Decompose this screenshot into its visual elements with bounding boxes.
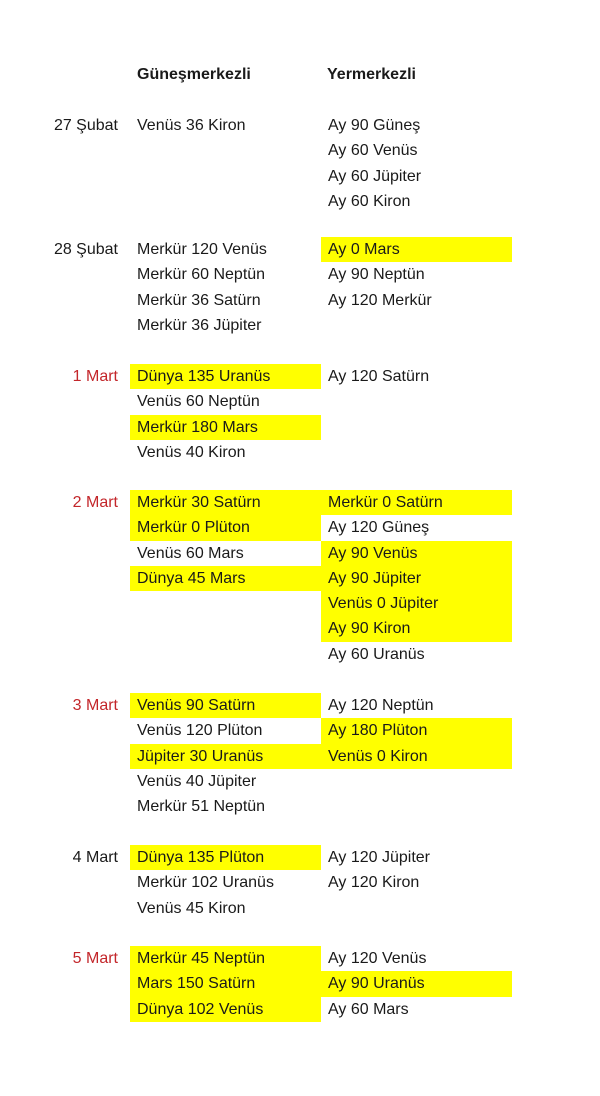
aspect-entry: Ay 120 Jüpiter <box>328 849 430 866</box>
geocentric-column <box>321 237 512 313</box>
highlighted-aspect: Ay 90 Venüs <box>321 541 512 566</box>
geocentric-column <box>321 845 512 896</box>
highlighted-aspect: Jüpiter 30 Uranüs <box>130 744 321 769</box>
highlighted-aspect: Dünya 45 Mars <box>130 566 321 591</box>
aspect-entry: Venüs 40 Jüpiter <box>137 772 257 790</box>
date-label: 27 Şubat <box>53 117 118 134</box>
aspect-entry: Ay 60 Uranüs <box>328 645 425 663</box>
date-label: 3 Mart <box>72 697 118 714</box>
geocentric-column <box>321 946 512 1022</box>
geocentric-column <box>321 490 512 667</box>
aspect-entry: Ay 120 Neptün <box>328 697 434 714</box>
aspect-entry: Ay 60 Mars <box>328 1000 409 1018</box>
heliocentric-column <box>130 364 321 465</box>
highlighted-aspect: Venüs 0 Kiron <box>321 744 512 769</box>
aspect-entry: Merkür 51 Neptün <box>137 798 266 816</box>
aspect-entry: Merkür 60 Neptün <box>137 266 266 284</box>
aspect-entry: Venüs 45 Kiron <box>137 899 246 917</box>
aspect-entry: Ay 120 Kiron <box>328 874 420 892</box>
aspect-entry: Venüs 36 Kiron <box>137 117 246 134</box>
aspect-entry: Venüs 60 Neptün <box>137 393 260 411</box>
aspect-entry: Venüs 60 Mars <box>137 544 244 562</box>
highlighted-aspect: Merkür 0 Plüton <box>130 515 321 540</box>
date-label: 4 Mart <box>72 849 118 866</box>
highlighted-aspect: Merkür 45 Neptün <box>130 946 321 971</box>
date-label: 28 Şubat <box>53 241 118 258</box>
highlighted-aspect: Dünya 135 Uranüs <box>130 364 321 389</box>
highlighted-aspect: Ay 90 Uranüs <box>321 971 512 996</box>
highlighted-aspect: Ay 0 Mars <box>321 237 512 262</box>
aspect-entry: Venüs 120 Plüton <box>137 722 263 740</box>
highlighted-aspect: Ay 180 Plüton <box>321 718 512 743</box>
heliocentric-column <box>130 946 321 1022</box>
aspect-entry: Ay 90 Güneş <box>328 117 421 134</box>
heliocentric-column <box>130 845 321 921</box>
geocentric-column <box>321 113 512 214</box>
aspect-entry: Merkür 36 Jüpiter <box>137 316 262 334</box>
highlighted-aspect: Venüs 0 Jüpiter <box>321 591 512 616</box>
aspect-entry: Merkür 36 Satürn <box>137 291 261 309</box>
aspect-entry: Ay 120 Merkür <box>328 291 432 309</box>
highlighted-aspect: Mars 150 Satürn <box>130 971 321 996</box>
heliocentric-column <box>130 113 321 138</box>
highlighted-aspect: Dünya 102 Venüs <box>130 997 321 1022</box>
date-label: 2 Mart <box>72 494 118 511</box>
aspect-entry: Ay 60 Venüs <box>328 142 418 160</box>
aspect-entry: Ay 60 Jüpiter <box>328 167 422 185</box>
aspect-entry: Ay 120 Satürn <box>328 368 430 385</box>
highlighted-aspect: Merkür 180 Mars <box>130 415 321 440</box>
aspect-entry: Ay 60 Kiron <box>328 192 411 210</box>
date-label: 5 Mart <box>72 950 118 967</box>
heliocentric-column <box>130 490 321 591</box>
date-label: 1 Mart <box>72 368 118 385</box>
aspect-entry: Venüs 40 Kiron <box>137 443 246 461</box>
aspect-entry: Merkür 120 Venüs <box>137 241 267 258</box>
heliocentric-column <box>130 693 321 819</box>
geocentric-header: Yermerkezli <box>327 66 416 83</box>
highlighted-aspect: Dünya 135 Plüton <box>130 845 321 870</box>
highlighted-aspect: Merkür 0 Satürn <box>321 490 512 515</box>
heliocentric-header: Güneşmerkezli <box>137 66 251 83</box>
aspect-entry: Ay 120 Venüs <box>328 950 427 967</box>
highlighted-aspect: Ay 90 Kiron <box>321 616 512 641</box>
highlighted-aspect: Ay 90 Jüpiter <box>321 566 512 591</box>
geocentric-column <box>321 364 512 389</box>
aspect-entry: Merkür 102 Uranüs <box>137 874 274 892</box>
aspect-entry: Ay 90 Neptün <box>328 266 425 284</box>
highlighted-aspect: Venüs 90 Satürn <box>130 693 321 718</box>
heliocentric-column <box>130 237 321 338</box>
aspect-entry: Ay 120 Güneş <box>328 519 430 537</box>
highlighted-aspect: Merkür 30 Satürn <box>130 490 321 515</box>
geocentric-column <box>321 693 512 769</box>
